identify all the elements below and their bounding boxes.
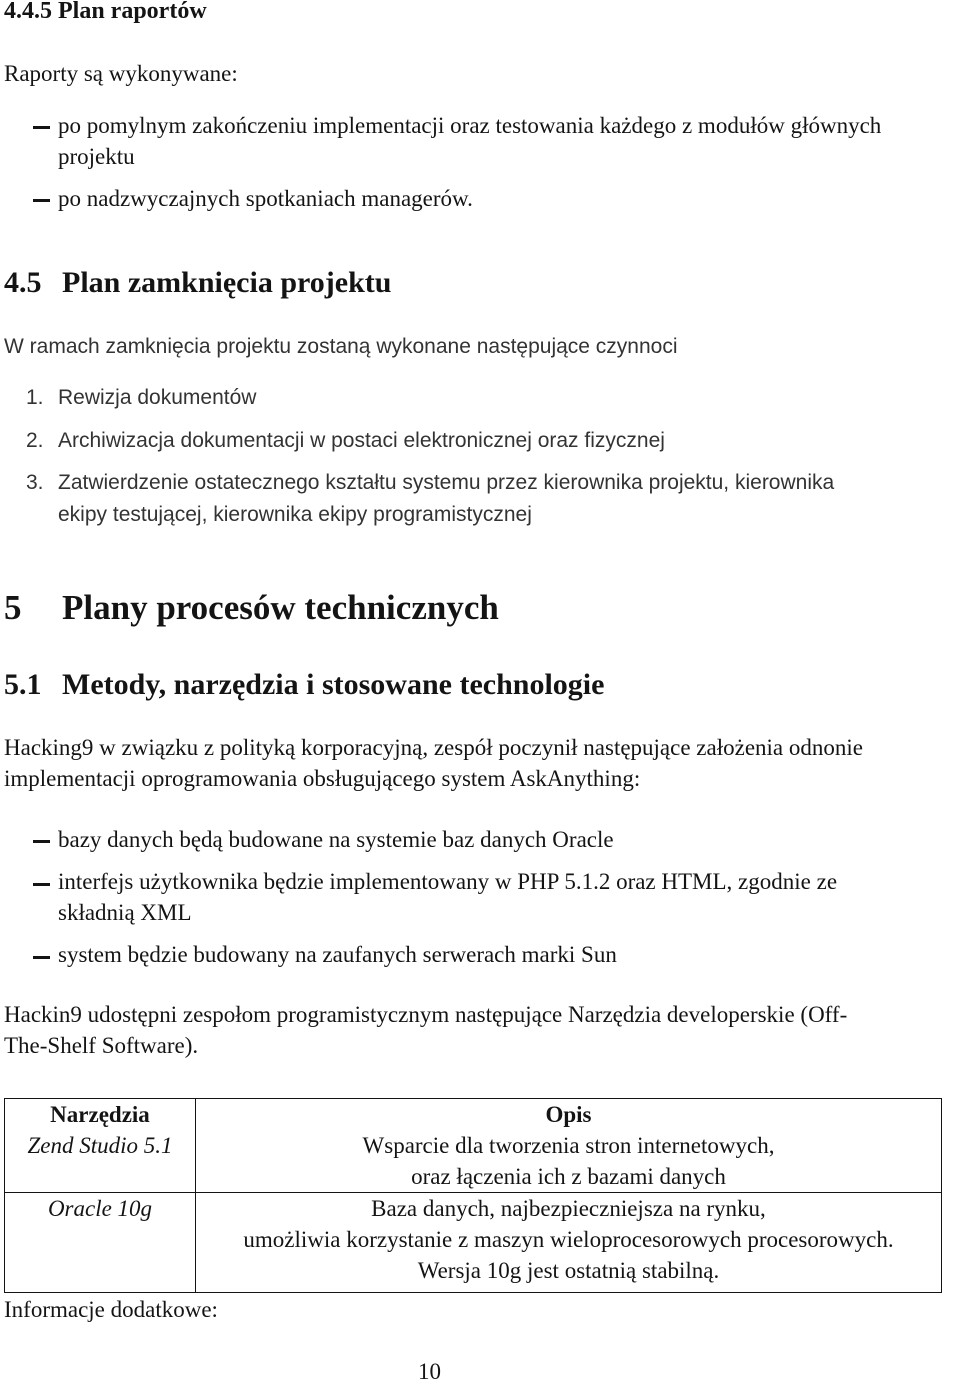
tool-description-line: Wsparcie dla tworzenia stron internetowych, bbox=[362, 1133, 775, 1158]
tools-header-tool: Narzędzia bbox=[5, 1099, 196, 1131]
section-4-5-intro: W ramach zamknięcia projektu zostaną wykonane następujące czynnoci bbox=[4, 335, 678, 358]
section-5-1-para-2-line-2: The-Shelf Software). bbox=[4, 1033, 199, 1058]
bullet-dash bbox=[33, 126, 50, 129]
closure-step-3 bbox=[26, 467, 834, 499]
closure-step-3-line-2: ekipy testującej, kierownika ekipy programistycznej bbox=[58, 503, 532, 526]
bullet-dash bbox=[33, 883, 50, 886]
section-5-1-heading bbox=[4, 668, 604, 702]
page-number: 10 bbox=[418, 1359, 441, 1384]
section-5-1-title: Metody, narzędzia i stosowane technologie bbox=[62, 668, 605, 701]
report-item-1-line-1: po pomylnym zakończeniu implementacji oraz testowania każdego z modułów głównych bbox=[58, 113, 882, 138]
tool-name: Oracle 10g bbox=[5, 1193, 196, 1293]
tool-description-line: Wersja 10g jest ostatnią stabilną. bbox=[417, 1258, 720, 1283]
section-5-1-para-1-line-1: Hacking9 w związku z polityką korporacyjną, zespół poczynił następujące założenia odnonie bbox=[4, 735, 863, 760]
section-5-title: Plany procesów technicznych bbox=[62, 588, 499, 627]
tool-description bbox=[196, 1193, 942, 1293]
section-4-5-heading bbox=[4, 266, 391, 300]
section-5-number: 5 bbox=[4, 588, 22, 627]
report-item-2: po nadzwyczajnych spotkaniach managerów. bbox=[58, 186, 473, 211]
section-4-4-5-heading: 4.4.5 Plan raportów bbox=[4, 0, 207, 24]
closure-step-2 bbox=[26, 425, 665, 457]
section-5-1-para-1-line-2: implementacji oprogramowania obsługującego system AskAnything: bbox=[4, 766, 641, 791]
section-5-heading bbox=[4, 588, 499, 628]
bullet-dash bbox=[33, 840, 50, 843]
bullet-dash bbox=[33, 956, 50, 959]
closure-step-2-text: Archiwizacja dokumentacji w postaci elektronicznej oraz fizycznej bbox=[58, 429, 665, 452]
tool-description bbox=[196, 1130, 942, 1193]
technology-item-1: bazy danych będą budowane na systemie baz danych Oracle bbox=[58, 827, 614, 852]
tool-name: Zend Studio 5.1 bbox=[5, 1130, 196, 1193]
section-4-5-title: Plan zamknięcia projektu bbox=[62, 266, 392, 299]
closure-step-2-number: 2. bbox=[26, 429, 44, 452]
closure-step-3-text: Zatwierdzenie ostatecznego kształtu systemu przez kierownika projektu, kierownika bbox=[58, 471, 835, 494]
tools-table bbox=[4, 1098, 942, 1293]
closure-step-3-number: 3. bbox=[26, 471, 44, 494]
closure-step-1-number: 1. bbox=[26, 386, 44, 409]
technology-item-2-line-2: składnią XML bbox=[58, 900, 192, 925]
section-4-5-number: 4.5 bbox=[4, 266, 42, 299]
table-row bbox=[5, 1193, 942, 1293]
section-5-1-number: 5.1 bbox=[4, 668, 42, 701]
technology-item-2-line-1: interfejs użytkownika będzie implementowany w PHP 5.1.2 oraz HTML, zgodnie ze bbox=[58, 869, 838, 894]
closure-step-1-text: Rewizja dokumentów bbox=[58, 386, 257, 409]
tool-description-line: umożliwia korzystanie z maszyn wieloprocesorowych procesorowych. bbox=[243, 1227, 894, 1252]
tool-description-line: Baza danych, najbezpieczniejsza na rynku, bbox=[371, 1196, 766, 1221]
bullet-dash bbox=[33, 199, 50, 202]
tools-header-description: Opis bbox=[196, 1099, 942, 1131]
technology-item-3: system będzie budowany na zaufanych serwerach marki Sun bbox=[58, 942, 617, 967]
tool-description-line: oraz łączenia ich z bazami danych bbox=[411, 1164, 726, 1189]
section-5-1-para-2-line-1: Hackin9 udostępni zespołom programistycznym następujące Narzędzia developerskie (Off- bbox=[4, 1002, 848, 1027]
table-row bbox=[5, 1130, 942, 1193]
tools-table-header bbox=[5, 1099, 942, 1131]
section-4-4-5-intro: Raporty są wykonywane: bbox=[4, 61, 238, 86]
closure-step-1 bbox=[26, 382, 256, 414]
report-item-1-line-2: projektu bbox=[58, 144, 135, 169]
extra-info-label: Informacje dodatkowe: bbox=[4, 1297, 218, 1322]
